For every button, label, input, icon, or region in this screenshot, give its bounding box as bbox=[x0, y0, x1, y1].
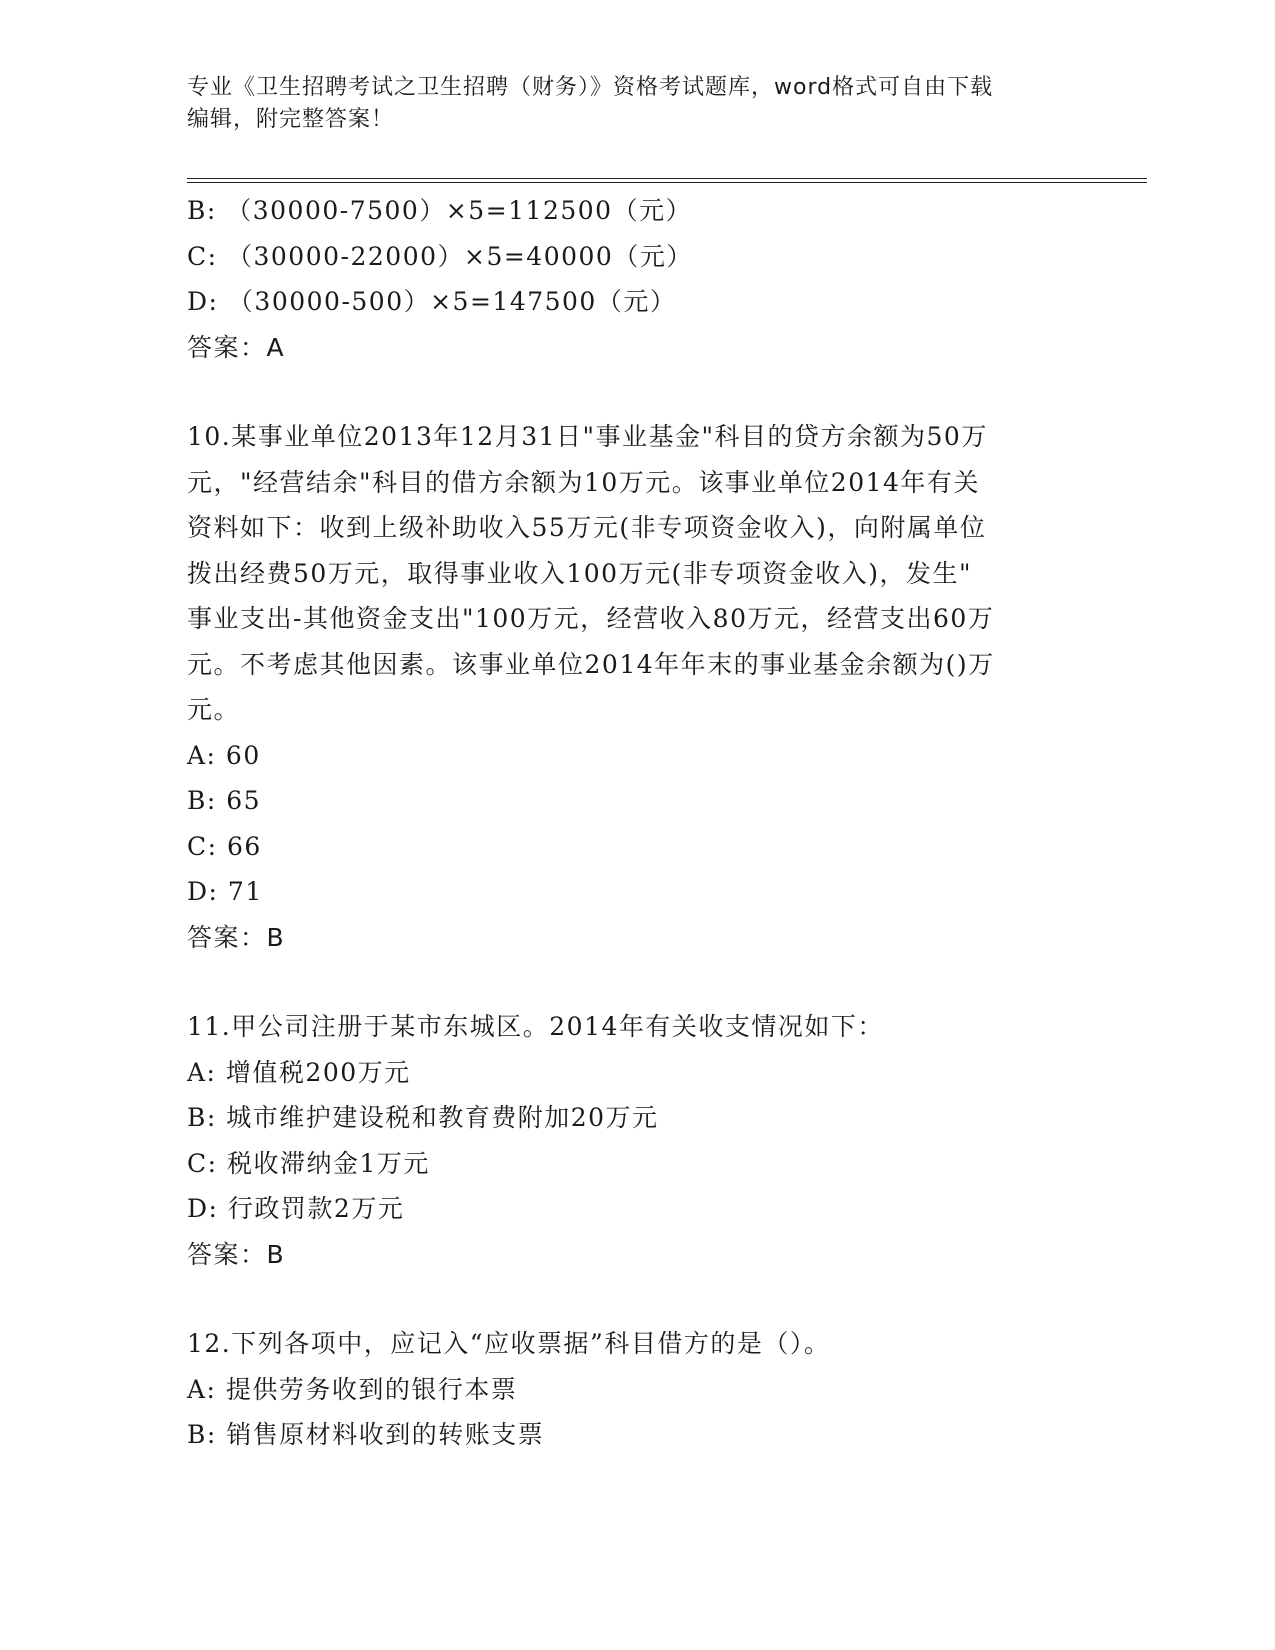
spacer bbox=[187, 1277, 1067, 1321]
header-line-2: 编辑，附完整答案！ bbox=[187, 107, 395, 132]
option-b: B: 65 bbox=[187, 786, 262, 815]
answer: 答案：B bbox=[187, 922, 286, 952]
question-stem-line: 资料如下：收到上级补助收入55万元(非专项资金收入)，向附属单位 bbox=[187, 513, 987, 542]
question-stem-line: 10.某事业单位2013年12月31日"事业基金"科目的贷方余额为50万 bbox=[187, 422, 988, 451]
option-a: A: 60 bbox=[187, 740, 261, 770]
question-content bbox=[187, 188, 1067, 1458]
question-12 bbox=[187, 1321, 1067, 1458]
header-divider-top bbox=[187, 178, 1147, 179]
question-9-tail bbox=[187, 188, 1067, 370]
option-b: B: 销售原材料收到的转账支票 bbox=[187, 1420, 545, 1449]
question-11 bbox=[187, 1004, 1067, 1277]
header-line-1: 专业《卫生招聘考试之卫生招聘（财务）》资格考试题库，word格式可自由下载 bbox=[187, 75, 994, 100]
option-d: D: 71 bbox=[187, 877, 263, 906]
question-stem-line: 拨出经费50万元，取得事业收入100万元(非专项资金收入)，发生" bbox=[187, 558, 973, 588]
option-b: B: 城市维护建设税和教育费附加20万元 bbox=[187, 1103, 659, 1132]
question-stem: 12.下列各项中，应记入“应收票据”科目借方的是（）。 bbox=[187, 1329, 831, 1358]
question-stem-line: 事业支出-其他资金支出"100万元，经营收入80万元，经营支出60万 bbox=[187, 604, 995, 633]
spacer bbox=[187, 960, 1067, 1004]
option-a: A: 提供劳务收到的银行本票 bbox=[187, 1374, 518, 1404]
option-b: B: （30000-7500）×5=112500（元） bbox=[187, 196, 693, 225]
option-a: A: 增值税200万元 bbox=[187, 1057, 411, 1087]
question-stem-line: 元。 bbox=[187, 695, 241, 724]
header-divider-bottom bbox=[187, 182, 1147, 183]
option-c: C: 税收滞纳金1万元 bbox=[187, 1148, 430, 1178]
spacer bbox=[187, 370, 1067, 414]
question-10 bbox=[187, 414, 1067, 960]
option-d: D: （30000-500）×5=147500（元） bbox=[187, 287, 677, 316]
option-c: C: 66 bbox=[187, 831, 262, 861]
option-c: C: （30000-22000）×5=40000（元） bbox=[187, 241, 693, 271]
answer: 答案：B bbox=[187, 1239, 286, 1269]
option-d: D: 行政罚款2万元 bbox=[187, 1194, 405, 1223]
question-stem-line: 元。不考虑其他因素。该事业单位2014年年末的事业基金余额为()万 bbox=[187, 649, 995, 679]
document-header bbox=[187, 72, 1067, 136]
question-stem-line: 元，"经营结余"科目的借方余额为10万元。该事业单位2014年有关 bbox=[187, 467, 980, 497]
question-stem: 11.甲公司注册于某市东城区。2014年有关收支情况如下： bbox=[187, 1012, 884, 1041]
answer: 答案：A bbox=[187, 332, 286, 362]
